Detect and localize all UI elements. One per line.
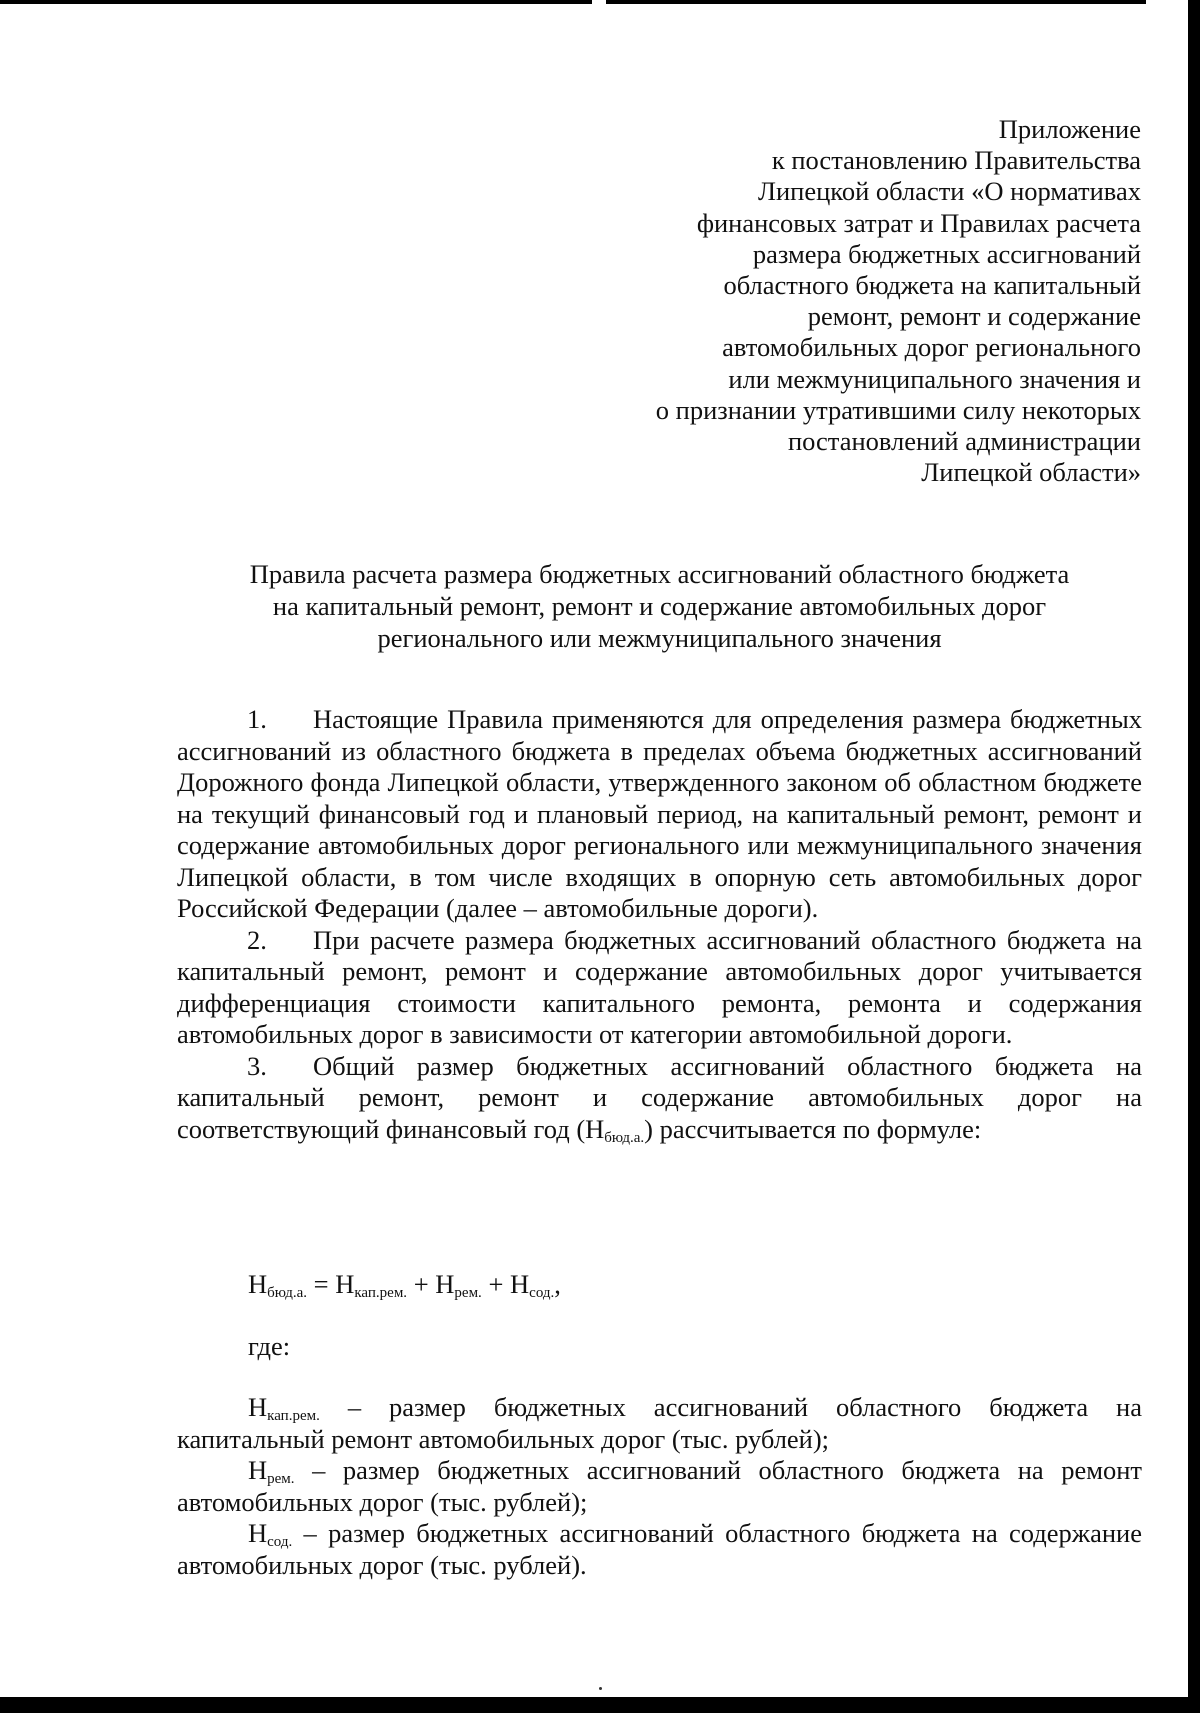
paragraph-1 bbox=[177, 704, 1142, 925]
definition-text: – размер бюджетных ассигнований областного бюджета на ремонт автомобильных дорог (тыс. рублей); bbox=[177, 1455, 1142, 1517]
title-line: регионального или межмуниципального значения bbox=[377, 623, 942, 653]
appendix-line: постановлений администрации bbox=[787, 426, 1141, 457]
formula-symbol: Н bbox=[510, 1269, 530, 1299]
title-line: Правила расчета размера бюджетных ассигнований областного бюджета bbox=[249, 559, 1070, 589]
formula-subscript: кап.рем. bbox=[354, 1285, 408, 1301]
scan-edge-top-left bbox=[0, 0, 592, 4]
definition-item bbox=[177, 1392, 1142, 1455]
appendix-line: ремонт, ремонт и содержание bbox=[807, 301, 1141, 332]
scan-speck bbox=[599, 1687, 602, 1690]
definition-symbol: Н bbox=[248, 1392, 268, 1422]
paragraph-text: ) рассчитывается по формуле: bbox=[644, 1113, 982, 1144]
formula-operator: + bbox=[407, 1269, 436, 1299]
scan-edge-right bbox=[1188, 0, 1200, 1713]
formula-subscript: бюд.а. bbox=[267, 1285, 308, 1301]
appendix-header bbox=[560, 114, 1141, 488]
appendix-line: областного бюджета на капитальный bbox=[723, 270, 1141, 301]
paragraph-3 bbox=[177, 1051, 1142, 1146]
formula-symbol: Н bbox=[335, 1269, 355, 1299]
scan-edge-bottom bbox=[0, 1697, 1200, 1713]
definitions bbox=[177, 1392, 1142, 1581]
formula-symbol: Н bbox=[435, 1269, 455, 1299]
appendix-line: размера бюджетных ассигнований bbox=[752, 238, 1141, 269]
definition-symbol: Н bbox=[248, 1518, 268, 1548]
paragraph-2 bbox=[177, 925, 1142, 1051]
definition-text: – размер бюджетных ассигнований областного бюджета на содержание автомобильных дорог (тыс. рублей). bbox=[177, 1518, 1142, 1580]
formula bbox=[248, 1268, 561, 1300]
where-label: где: bbox=[248, 1331, 291, 1361]
appendix-line: Приложение bbox=[998, 114, 1141, 144]
formula-symbol: Н bbox=[248, 1269, 268, 1299]
paragraph-text: Общий размер бюджетных ассигнований областного бюджета на капитальный ремонт, ремонт и содержание автомобильных дорог на соответствующий финансовый год (Н bbox=[177, 1050, 1142, 1144]
document-title bbox=[177, 558, 1142, 654]
document-body bbox=[177, 704, 1142, 1145]
definition-subscript: кап.рем. bbox=[267, 1408, 320, 1424]
definition-item bbox=[177, 1455, 1142, 1518]
paragraph-text: При расчете размера бюджетных ассигнований областного бюджета на капитальный ремонт, ремонт и содержание автомобильных дорог учитывается дифференциация стоимости капитального ремонта, ремонта и содержания автомобильных дорог в зависимости от категории автомобильной дороги. bbox=[177, 924, 1142, 1049]
appendix-line: Липецкой области «О нормативах bbox=[758, 176, 1141, 207]
scan-edge-top-right bbox=[606, 0, 1146, 4]
definition-symbol: Н bbox=[248, 1455, 268, 1485]
paragraph-number: 1. bbox=[247, 704, 267, 734]
paragraph-number: 3. bbox=[247, 1050, 267, 1081]
paragraph-text: Настоящие Правила применяются для определения размера бюджетных ассигнований из областного бюджета в пределах объема бюджетных ассигнований Дорожного фонда Липецкой области, утвержденного законом об областном бюджете на текущий финансовый год и плановый период, на капитальный ремонт, ремонт и содержание автомобильных дорог регионального или межмуниципального значения Липецкой области, в том числе входящих в опорную сеть автомобильных дорог Российской Федерации (далее – автомобильные дороги). bbox=[177, 704, 1142, 923]
subscript: бюд.а. bbox=[604, 1129, 645, 1146]
definition-subscript: сод. bbox=[267, 1534, 293, 1550]
appendix-line: о признании утратившими силу некоторых bbox=[655, 394, 1141, 425]
formula-operator: + bbox=[481, 1269, 511, 1299]
appendix-line: автомобильных дорог регионального bbox=[722, 332, 1141, 363]
appendix-line: или межмуниципального значения и bbox=[728, 363, 1141, 394]
definition-item bbox=[177, 1518, 1142, 1581]
appendix-line: финансовых затрат и Правилах расчета bbox=[696, 207, 1141, 238]
paragraph-number: 2. bbox=[247, 924, 267, 955]
formula-subscript: рем. bbox=[454, 1285, 482, 1301]
appendix-line: Липецкой области» bbox=[921, 457, 1141, 488]
formula-operator: = bbox=[307, 1269, 336, 1299]
definition-subscript: рем. bbox=[267, 1471, 295, 1487]
title-line: на капитальный ремонт, ремонт и содержание автомобильных дорог bbox=[272, 591, 1047, 621]
formula-operator: , bbox=[554, 1269, 561, 1299]
formula-subscript: сод. bbox=[529, 1285, 555, 1301]
definition-text: – размер бюджетных ассигнований областного бюджета на капитальный ремонт автомобильных дорог (тыс. рублей); bbox=[177, 1392, 1142, 1454]
appendix-line: к постановлению Правительства bbox=[771, 145, 1141, 176]
